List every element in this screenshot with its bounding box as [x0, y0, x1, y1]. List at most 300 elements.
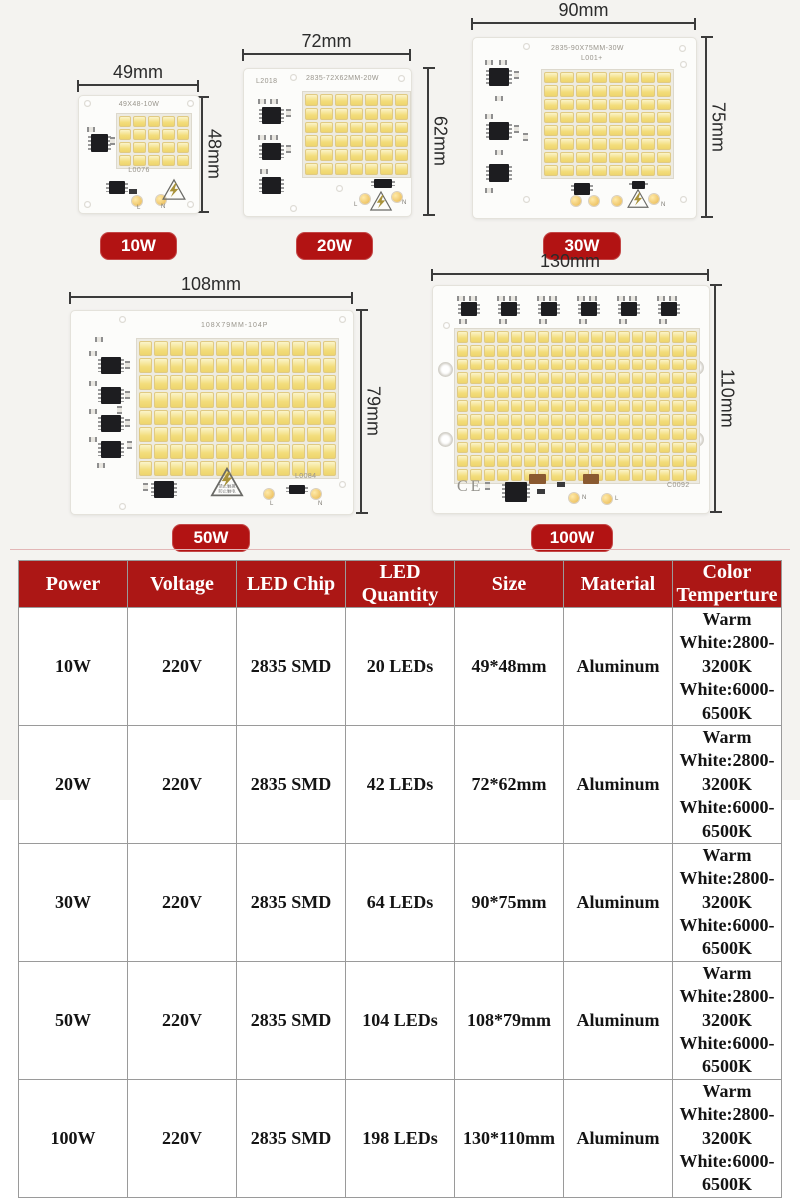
- smd-resistor: [143, 483, 148, 491]
- led-chip: [185, 461, 198, 476]
- led-chip: [605, 428, 616, 440]
- smd-resistor: [629, 296, 637, 301]
- live-terminal-label: L: [137, 205, 141, 211]
- led-chip: [497, 331, 508, 343]
- led-chip: [277, 375, 290, 390]
- smd-resistor: [127, 441, 132, 449]
- led-chip: [565, 372, 576, 384]
- ic-chip: [262, 177, 281, 194]
- led-chip: [305, 122, 318, 134]
- led-chip: [578, 455, 589, 467]
- cell-size: 72*62mm: [455, 725, 564, 843]
- led-chip: [641, 138, 655, 149]
- led-chip: [560, 152, 574, 163]
- led-chip: [323, 410, 336, 425]
- led-chip: [672, 428, 683, 440]
- led-chip: [139, 392, 152, 407]
- led-chip: [261, 358, 274, 373]
- led-chip: [657, 85, 671, 96]
- led-chip: [335, 122, 348, 134]
- led-chip: [605, 359, 616, 371]
- led-chip: [323, 444, 336, 459]
- led-chip: [511, 414, 522, 426]
- led-chip: [170, 341, 183, 356]
- led-chip: [591, 345, 602, 357]
- led-chip: [551, 372, 562, 384]
- led-chip: [578, 372, 589, 384]
- led-chip: [645, 442, 656, 454]
- led-chip: [551, 359, 562, 371]
- led-chip: [320, 163, 333, 175]
- smd-resistor: [270, 99, 278, 104]
- led-chip: [277, 358, 290, 373]
- led-chip: [576, 165, 590, 176]
- height-dimension-label: 48mm: [204, 129, 225, 180]
- led-chip: [538, 345, 549, 357]
- led-chip: [672, 359, 683, 371]
- silkscreen-code: L0076: [128, 167, 150, 174]
- led-chip: [511, 372, 522, 384]
- led-chip: [578, 359, 589, 371]
- led-chip: [365, 122, 378, 134]
- mounting-hole: [680, 61, 687, 68]
- led-chip: [335, 163, 348, 175]
- led-chip: [524, 455, 535, 467]
- cell-power: 30W: [19, 843, 128, 961]
- led-chip: [576, 152, 590, 163]
- led-chip: [524, 414, 535, 426]
- led-chip: [609, 152, 623, 163]
- smd-resistor: [89, 351, 97, 356]
- led-chip: [641, 72, 655, 83]
- led-chip: [632, 386, 643, 398]
- led-chip: [177, 155, 189, 166]
- led-chip: [200, 392, 213, 407]
- ic-chip: [289, 485, 305, 494]
- ic-chip: [154, 481, 174, 498]
- led-chip: [618, 372, 629, 384]
- led-chip: [686, 469, 697, 481]
- led-chip: [323, 341, 336, 356]
- led-chip: [560, 165, 574, 176]
- led-chip: [277, 392, 290, 407]
- warning-text-line1: 禁止触摸: [218, 484, 236, 490]
- mounting-hole: [523, 196, 530, 203]
- width-dimension-line: [70, 296, 352, 298]
- led-chip: [484, 331, 495, 343]
- solder-pad: [649, 194, 659, 204]
- led-chip: [484, 400, 495, 412]
- led-array: [454, 328, 700, 484]
- led-chip: [148, 129, 160, 140]
- led-chip: [231, 427, 244, 442]
- led-chip: [565, 345, 576, 357]
- smd-resistor: [89, 409, 97, 414]
- table-row-30w: [19, 843, 782, 961]
- led-chip: [457, 455, 468, 467]
- led-chip: [641, 165, 655, 176]
- led-chip: [231, 341, 244, 356]
- smd-resistor: [89, 381, 97, 386]
- led-chip: [139, 341, 152, 356]
- smd-resistor: [557, 482, 565, 487]
- led-chip: [632, 359, 643, 371]
- led-chip: [246, 444, 259, 459]
- ic-chip: [541, 302, 557, 316]
- led-chip: [657, 138, 671, 149]
- led-chip: [672, 400, 683, 412]
- column-header-led-quantity: LED Quantity: [346, 561, 455, 608]
- cell-size: 90*75mm: [455, 843, 564, 961]
- smd-resistor: [537, 296, 545, 301]
- led-chip: [246, 375, 259, 390]
- led-chip: [686, 428, 697, 440]
- led-chip: [246, 461, 259, 476]
- led-chip: [625, 72, 639, 83]
- width-dimension-line: [432, 273, 708, 275]
- led-chip: [484, 372, 495, 384]
- led-chip: [657, 125, 671, 136]
- led-chip: [292, 444, 305, 459]
- silkscreen-code: L0084: [295, 473, 317, 480]
- led-chip: [511, 359, 522, 371]
- smd-resistor: [514, 71, 519, 79]
- led-chip: [511, 428, 522, 440]
- led-chip: [538, 428, 549, 440]
- cell-voltage: 220V: [128, 961, 237, 1079]
- led-chip: [605, 400, 616, 412]
- led-chip: [632, 331, 643, 343]
- cell-led-chip: 2835 SMD: [237, 961, 346, 1079]
- led-chip: [305, 163, 318, 175]
- led-chip: [576, 112, 590, 123]
- led-chip: [170, 444, 183, 459]
- cell-power: 50W: [19, 961, 128, 1079]
- led-chip: [231, 358, 244, 373]
- ic-chip: [109, 181, 125, 194]
- led-chip: [645, 455, 656, 467]
- smd-resistor: [509, 296, 517, 301]
- led-chip: [380, 163, 393, 175]
- led-chip: [592, 138, 606, 149]
- cell-led-quantity: 42 LEDs: [346, 725, 455, 843]
- led-chip: [565, 331, 576, 343]
- led-chip: [380, 149, 393, 161]
- led-chip: [350, 135, 363, 147]
- led-chip: [200, 444, 213, 459]
- width-dimension-label: 72mm: [301, 31, 352, 51]
- ic-chip: [101, 387, 121, 404]
- led-chip: [551, 428, 562, 440]
- cell-voltage: 220V: [128, 608, 237, 726]
- led-chip: [305, 149, 318, 161]
- pcb-board-50w: [70, 310, 354, 515]
- led-chip: [618, 455, 629, 467]
- led-chip: [625, 125, 639, 136]
- mounting-hole: [119, 316, 126, 323]
- led-chip: [320, 94, 333, 106]
- smd-resistor: [537, 489, 545, 494]
- ic-chip: [101, 357, 121, 374]
- led-chip: [200, 358, 213, 373]
- led-chip: [170, 461, 183, 476]
- cell-power: 20W: [19, 725, 128, 843]
- led-chip: [592, 152, 606, 163]
- led-chip: [618, 400, 629, 412]
- led-chip: [551, 455, 562, 467]
- led-chip: [524, 372, 535, 384]
- led-chip: [497, 400, 508, 412]
- ic-chip: [91, 134, 108, 152]
- silkscreen-code: C0092: [667, 482, 690, 489]
- cell-power: 10W: [19, 608, 128, 726]
- led-chip: [632, 400, 643, 412]
- led-chip: [148, 142, 160, 153]
- silkscreen-code: L001+: [581, 55, 603, 62]
- led-chip: [200, 427, 213, 442]
- led-chip: [645, 469, 656, 481]
- column-header-led-chip: LED Chip: [237, 561, 346, 608]
- led-chip: [323, 375, 336, 390]
- smd-resistor: [258, 99, 266, 104]
- led-chip: [395, 94, 408, 106]
- smd-resistor: [125, 361, 130, 369]
- ic-chip: [489, 164, 509, 182]
- led-chip: [307, 444, 320, 459]
- led-chip: [395, 135, 408, 147]
- led-chip: [592, 125, 606, 136]
- led-chip: [154, 341, 167, 356]
- led-chip: [154, 410, 167, 425]
- table-row-50w: [19, 961, 782, 1079]
- cell-material: Aluminum: [564, 843, 673, 961]
- ic-chip: [581, 302, 597, 316]
- led-chip: [672, 331, 683, 343]
- ic-chip: [489, 68, 509, 86]
- led-chip: [538, 386, 549, 398]
- led-chip: [177, 129, 189, 140]
- led-chip: [609, 165, 623, 176]
- led-chip: [551, 345, 562, 357]
- column-header-power: Power: [19, 561, 128, 608]
- wattage-badge-100w: 100W: [531, 524, 613, 552]
- cell-material: Aluminum: [564, 725, 673, 843]
- led-chip: [119, 129, 131, 140]
- led-chip: [457, 372, 468, 384]
- smd-resistor: [459, 319, 467, 324]
- led-array: [541, 69, 674, 179]
- mounting-hole: [443, 322, 450, 329]
- led-chip: [618, 442, 629, 454]
- ic-chip: [101, 415, 121, 432]
- smd-resistor: [523, 133, 528, 141]
- led-chip: [470, 442, 481, 454]
- mounting-hole: [438, 362, 453, 377]
- led-chip: [395, 149, 408, 161]
- led-chip: [544, 138, 558, 149]
- cell-led-quantity: 104 LEDs: [346, 961, 455, 1079]
- smd-resistor: [457, 296, 465, 301]
- led-chip: [565, 359, 576, 371]
- led-chip: [576, 138, 590, 149]
- led-chip: [524, 428, 535, 440]
- led-chip: [380, 94, 393, 106]
- column-header-size: Size: [455, 561, 564, 608]
- led-chip: [605, 469, 616, 481]
- led-chip: [686, 359, 697, 371]
- solder-pad: [571, 196, 581, 206]
- led-chip: [139, 410, 152, 425]
- led-chip: [470, 359, 481, 371]
- led-chip: [686, 372, 697, 384]
- led-chip: [551, 331, 562, 343]
- led-chip: [307, 375, 320, 390]
- led-chip: [625, 85, 639, 96]
- led-chip: [672, 414, 683, 426]
- smd-resistor: [589, 296, 597, 301]
- led-chip: [133, 116, 145, 127]
- solder-pad: [589, 196, 599, 206]
- led-chip: [605, 442, 616, 454]
- led-chip: [292, 392, 305, 407]
- led-chip: [551, 400, 562, 412]
- led-chip: [261, 392, 274, 407]
- led-chip: [578, 400, 589, 412]
- led-chip: [686, 386, 697, 398]
- led-chip: [307, 410, 320, 425]
- cell-color-temperature: Warm White:2800-3200K White:6000-6500K: [673, 843, 782, 961]
- led-chip: [200, 375, 213, 390]
- led-chip: [605, 414, 616, 426]
- led-chip: [470, 331, 481, 343]
- mounting-hole: [119, 503, 126, 510]
- smd-resistor: [499, 60, 507, 65]
- led-chip: [511, 455, 522, 467]
- led-chip: [305, 135, 318, 147]
- cell-size: 108*79mm: [455, 961, 564, 1079]
- led-chip: [177, 116, 189, 127]
- mounting-hole: [290, 205, 297, 212]
- led-chip: [659, 331, 670, 343]
- led-chip: [686, 400, 697, 412]
- height-dimension-label: 79mm: [363, 386, 384, 437]
- led-chip: [323, 461, 336, 476]
- led-chip: [560, 125, 574, 136]
- led-chip: [133, 155, 145, 166]
- led-chip: [578, 414, 589, 426]
- led-chip: [592, 165, 606, 176]
- live-terminal-label: L: [354, 202, 358, 208]
- ic-chip: [489, 122, 509, 140]
- led-chip: [645, 400, 656, 412]
- led-chip: [511, 386, 522, 398]
- led-chip: [323, 392, 336, 407]
- smd-resistor: [270, 135, 278, 140]
- led-array: [116, 113, 192, 169]
- smd-resistor: [539, 319, 547, 324]
- led-chip: [119, 116, 131, 127]
- led-chip: [524, 345, 535, 357]
- led-chip: [457, 414, 468, 426]
- led-chip: [307, 392, 320, 407]
- cell-size: 49*48mm: [455, 608, 564, 726]
- led-chip: [470, 386, 481, 398]
- led-chip: [592, 72, 606, 83]
- led-chip: [216, 358, 229, 373]
- led-chip: [497, 442, 508, 454]
- led-chip: [511, 442, 522, 454]
- led-chip: [576, 125, 590, 136]
- led-chip: [605, 372, 616, 384]
- smd-resistor: [659, 319, 667, 324]
- led-chip: [307, 427, 320, 442]
- smd-resistor: [129, 189, 137, 194]
- led-chip: [538, 455, 549, 467]
- led-chip: [231, 444, 244, 459]
- mounting-hole: [339, 481, 346, 488]
- led-chip: [538, 414, 549, 426]
- smd-resistor: [485, 482, 490, 490]
- led-chip: [511, 469, 522, 481]
- table-row-20w: [19, 725, 782, 843]
- led-chip: [139, 461, 152, 476]
- smd-resistor: [577, 296, 585, 301]
- led-chip: [292, 410, 305, 425]
- led-chip: [231, 375, 244, 390]
- led-chip: [672, 386, 683, 398]
- led-chip: [578, 331, 589, 343]
- led-chip: [565, 386, 576, 398]
- led-chip: [565, 469, 576, 481]
- led-chip: [618, 359, 629, 371]
- smd-resistor: [89, 437, 97, 442]
- led-chip: [625, 112, 639, 123]
- led-chip: [632, 428, 643, 440]
- led-chip: [672, 455, 683, 467]
- led-chip: [457, 359, 468, 371]
- led-chip: [641, 152, 655, 163]
- width-dimension-label: 108mm: [180, 274, 242, 294]
- led-chip: [672, 372, 683, 384]
- led-chip: [578, 345, 589, 357]
- ic-chip: [505, 482, 527, 502]
- led-chip: [657, 112, 671, 123]
- led-chip: [185, 358, 198, 373]
- led-chip: [277, 410, 290, 425]
- smd-resistor: [669, 296, 677, 301]
- led-chip: [170, 427, 183, 442]
- ic-chip: [501, 302, 517, 316]
- led-chip: [560, 85, 574, 96]
- led-chip: [659, 414, 670, 426]
- neutral-terminal-label: N: [661, 202, 666, 208]
- led-chip: [538, 442, 549, 454]
- led-chip: [538, 359, 549, 371]
- led-chip: [154, 392, 167, 407]
- led-chip: [162, 129, 174, 140]
- led-chip: [659, 359, 670, 371]
- high-voltage-warning-icon: [626, 188, 650, 209]
- led-chip: [576, 99, 590, 110]
- neutral-terminal-label: N: [402, 200, 407, 206]
- solder-pad: [392, 192, 402, 202]
- led-chip: [672, 469, 683, 481]
- ce-mark: CE: [457, 478, 484, 495]
- led-chip: [625, 165, 639, 176]
- led-chip: [139, 444, 152, 459]
- solder-pad: [569, 493, 579, 503]
- mounting-hole: [84, 201, 91, 208]
